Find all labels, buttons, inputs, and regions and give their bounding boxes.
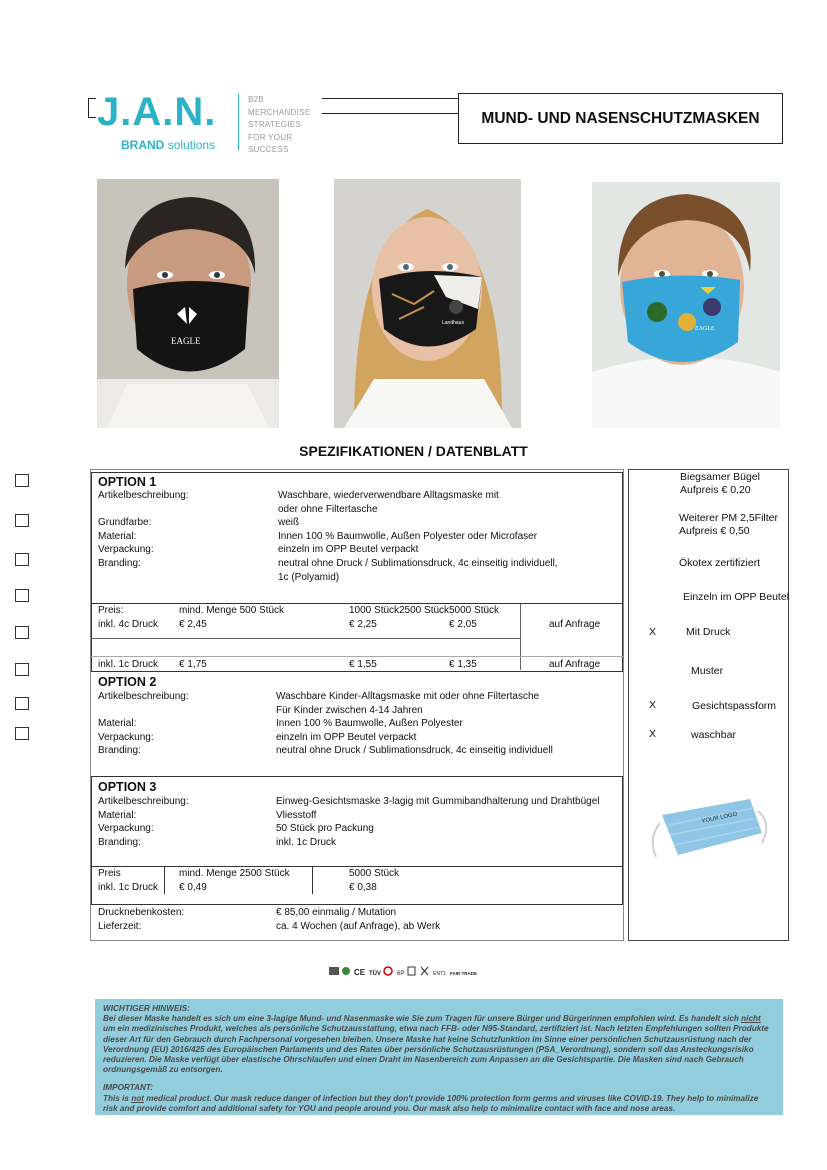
price-cell: € 1,75	[179, 659, 207, 670]
photo-child-blue-mask	[592, 182, 780, 428]
spec-label	[98, 571, 278, 585]
spec-value: Für Kinder zwischen 4-14 Jahren	[276, 704, 423, 716]
feature-item	[680, 471, 760, 497]
cert-ce: CE	[354, 968, 366, 977]
spec-label	[98, 503, 278, 517]
spec-value: € 85,00 einmalig / Mutation	[276, 907, 397, 918]
tagline-line: B2B	[248, 95, 265, 104]
mask-logo-text: YOUR LOGO	[701, 811, 738, 825]
feature-price: Aufpreis € 0,20	[680, 484, 751, 496]
checkbox[interactable]	[15, 589, 29, 602]
price-cell: € 0,38	[349, 882, 377, 893]
feature-item: Mit Druck	[686, 626, 731, 638]
logo-brand: BRAND	[121, 138, 165, 152]
logo-bracket	[88, 98, 96, 118]
checkbox[interactable]	[15, 626, 29, 639]
spec-value: Waschbare Kinder-Alltagsmaske mit oder ohne Filtertasche	[276, 691, 540, 702]
checkbox[interactable]	[15, 697, 29, 710]
checkbox[interactable]	[15, 663, 29, 676]
notice-heading-de: WICHTIGER HINWEIS:	[103, 1004, 190, 1013]
price-row-label: inkl. 4c Druck	[98, 619, 159, 630]
price-cell: € 2,05	[449, 619, 477, 630]
logo-divider	[238, 94, 239, 150]
tagline-line: FOR YOUR	[248, 132, 293, 142]
table-rule	[164, 867, 165, 894]
spec-label	[98, 704, 276, 718]
price-qty: 5000 Stück	[449, 605, 500, 616]
spec-value: neutral ohne Druck / Sublimationsdruck, 4c einseitig individuell,	[278, 557, 558, 569]
feature-item: Gesichtspassform	[692, 700, 777, 712]
table-rule	[91, 656, 623, 657]
section-title: SPEZIFIKATIONEN / DATENBLATT	[299, 443, 528, 459]
price-cell: € 0,49	[179, 882, 207, 893]
spec-label: Artikelbeschreibung:	[98, 691, 189, 702]
option3-specs	[98, 795, 618, 849]
notice-text-en: medical product. Our mask reduce danger of infection but they don't provide 100% protection form germs and viruses like COVID-19. They help to minimalize risk and provide comfort and additional safety for YOU and people around you. Our mask also help to minimalize contact with face and nose areas.	[103, 1093, 759, 1113]
logo-tagline	[248, 94, 310, 157]
mask-print-text: EAGLE	[171, 336, 201, 346]
spec-value: 50 Stück pro Packung	[276, 823, 374, 835]
page-title: MUND- UND NASENSCHUTZMASKEN	[458, 93, 783, 144]
spec-label: Artikelbeschreibung:	[98, 490, 189, 501]
price-qty: 1000 Stück	[349, 605, 400, 616]
spec-value: einzeln im OPP Beutel verpackt	[278, 544, 419, 556]
checkbox[interactable]	[15, 553, 29, 566]
price-cell: auf Anfrage	[549, 619, 601, 630]
logo-solutions: solutions	[167, 138, 216, 152]
spec-label: Grundfarbe:	[98, 517, 152, 529]
spec-label: Artikelbeschreibung:	[98, 796, 189, 807]
option2-title: OPTION 2	[98, 675, 157, 689]
spec-label: Material:	[98, 809, 137, 821]
feature-item: Ökotex zertifiziert	[679, 557, 761, 569]
logo-jan: J.A.N.	[97, 90, 217, 134]
checkbox[interactable]	[15, 727, 29, 740]
cert-6p: 6P	[397, 971, 405, 977]
spec-value: einzeln im OPP Beutel verpackt	[276, 731, 417, 743]
option2-specs	[98, 690, 618, 758]
spec-label: Branding:	[98, 836, 141, 848]
notice-text-de: um ein medizinisches Produkt, welches als persönliche Schutzausstattung, etwa nach FFB- oder N95-Standard, zertifiziert ist. Nach letzten Empfehlungen sollten Produkte dieser Art für den Gebrauch durch Fachpersonal vorgesehen bleiben. Unsere Maske hat keine Schutzfunktion im Sinne einer persönlichen Schutzausrüstung nach der Verordnung (EU) 2016/425 des Europäischen Parlaments und des Rates über persönliche Schutzausrüstungen (PSA_Verordnung), sondern soll das Ansteckungsrisiko reduzieren. Die Maske verfügt über elastische Ohrschlaufen und einen Draht im Nasenbereich zum Anpassen an die Gesichtspartie. Die Masken sind nach Gebrauch ordnungsgemäß zu entsorgen.	[103, 1024, 769, 1075]
certification-icons	[328, 964, 492, 978]
price-qty: mind. Menge 2500 Stück	[179, 868, 290, 879]
price-row-label: inkl. 1c Druck	[98, 659, 159, 670]
price-label: Preis	[98, 868, 121, 879]
feature-item: Einzeln im OPP Beutel	[683, 591, 790, 603]
checkbox[interactable]	[15, 514, 29, 527]
price-qty: 5000 Stück	[349, 868, 400, 879]
spec-label: Verpackung:	[98, 731, 154, 743]
cert-fairtrade: FAIR TRADE	[450, 971, 477, 976]
checkbox[interactable]	[15, 474, 29, 487]
spec-label: Drucknebenkosten:	[98, 907, 185, 918]
price-cell: € 2,25	[349, 619, 377, 630]
cert-tuv: TÜV	[369, 971, 381, 977]
table-rule	[520, 604, 521, 670]
spec-value: oder ohne Filtertasche	[278, 503, 378, 515]
mask-print-text: Landhaus	[442, 320, 464, 326]
price-qty: mind. Menge 500 Stück	[179, 605, 285, 616]
price-cell: € 1,35	[449, 659, 477, 670]
spec-value: Waschbare, wiederverwendbare Alltagsmaske mit	[278, 490, 499, 501]
feature-item: waschbar	[691, 729, 736, 741]
spec-label: Material:	[98, 530, 137, 542]
header-rule	[322, 98, 458, 99]
important-notice	[95, 999, 783, 1115]
price-label: Preis:	[98, 605, 124, 616]
table-rule	[312, 867, 313, 894]
photo-man-black-mask	[97, 179, 279, 428]
extra-specs	[98, 906, 618, 933]
option1-specs	[98, 489, 618, 584]
option3-title: OPTION 3	[98, 780, 157, 794]
feature-label: Weiterer PM 2,5Filter	[679, 512, 778, 524]
spec-value: Einweg-Gesichtsmaske 3-lagig mit Gummibandhalterung und Drahtbügel	[276, 796, 600, 807]
table-rule	[91, 638, 521, 639]
notice-text-en: This is	[103, 1093, 132, 1103]
tagline-line: MERCHANDISE	[248, 107, 311, 117]
feature-mark: X	[649, 699, 657, 711]
cert-en71: EN71	[433, 971, 446, 977]
price-row-label: inkl. 1c Druck	[98, 882, 159, 893]
spec-value: Vliesstoff	[276, 809, 317, 821]
photo-woman-patterned-mask	[334, 179, 521, 428]
feature-mark: X	[649, 626, 657, 638]
spec-label: Verpackung:	[98, 823, 154, 835]
notice-heading-en: IMPORTANT:	[103, 1083, 154, 1093]
feature-label: Biegsamer Bügel	[680, 471, 760, 483]
option1-title: OPTION 1	[98, 475, 157, 489]
notice-text-de-emph: nicht	[741, 1014, 761, 1024]
price-qty: 2500 Stück	[399, 605, 450, 616]
spec-label: Lieferzeit:	[98, 920, 142, 932]
spec-value: inkl. 1c Druck	[276, 836, 337, 848]
spec-value: ca. 4 Wochen (auf Anfrage), ab Werk	[276, 920, 441, 932]
spec-label: Verpackung:	[98, 544, 154, 556]
tagline-line: SUCCESS	[248, 145, 289, 154]
price-cell: € 2,45	[179, 619, 207, 630]
header-rule	[322, 113, 458, 114]
mask-print-text: EAGLE	[695, 326, 715, 332]
feature-item: Muster	[691, 665, 724, 677]
spec-label: Branding:	[98, 557, 141, 569]
spec-value: Innen 100 % Baumwolle, Außen Polyester oder Microfaser	[278, 530, 538, 542]
notice-text-en-emph: not	[131, 1093, 144, 1103]
spec-value: neutral ohne Druck / Sublimationsdruck, 4c einseitig individuell	[276, 745, 553, 757]
feature-price: Aufpreis € 0,50	[679, 525, 750, 537]
spec-value: Innen 100 % Baumwolle, Außen Polyester	[276, 718, 463, 730]
spec-label: Branding:	[98, 745, 141, 757]
spec-label: Material:	[98, 718, 137, 730]
logo-brand-solutions	[121, 138, 215, 152]
spec-value: 1c (Polyamid)	[278, 571, 340, 583]
feature-mark: X	[649, 728, 657, 740]
feature-item	[679, 512, 778, 538]
price-cell: auf Anfrage	[549, 659, 601, 670]
price-cell: € 1,55	[349, 659, 377, 670]
tagline-line: STRATEGIES	[248, 120, 302, 129]
notice-text-de: Bei dieser Maske handelt es sich um eine 3-lagige Mund- und Nasenmaske wie Sie zum Tragen für unsere Bürger und Bürgerinnen empfohlen wird. Es handelt sich	[103, 1014, 742, 1024]
disposable-mask-image	[650, 793, 770, 861]
spec-value: weiß	[278, 517, 300, 529]
